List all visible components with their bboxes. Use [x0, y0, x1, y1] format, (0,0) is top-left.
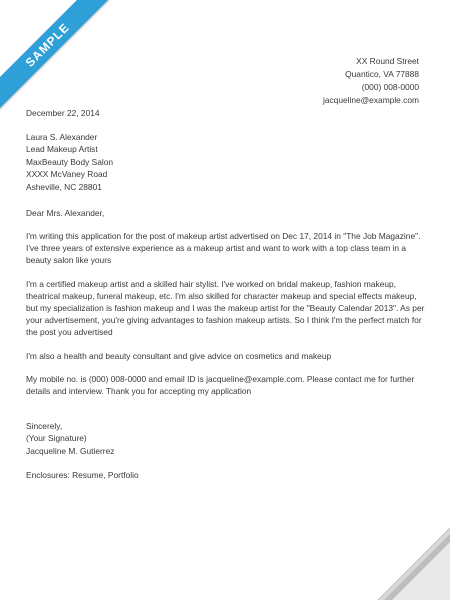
signature-placeholder: (Your Signature) [26, 433, 87, 444]
sender-address [305, 55, 445, 107]
sender-phone: (000) 008-0000 [361, 82, 419, 92]
sender-name: Jacqueline M. Gutierrez [26, 445, 115, 456]
body-paragraph-consultant: I'm also a health and beauty consultant and give advice on cosmetics and makeup [26, 350, 332, 361]
sender-street: XX Round Street [356, 56, 419, 66]
closing-block [26, 420, 114, 457]
body-paragraph-contact: My mobile no. is (000) 008-0000 and email ID is jacqueline@example.com. Please contact me for further details and interview. Thank you for accepting my application [26, 373, 415, 397]
letter-body [26, 230, 426, 408]
recipient-city: Asheville, NC 28801 [26, 181, 102, 192]
enclosures-line: Enclosures: Resume, Portfolio [26, 470, 139, 480]
recipient-company: MaxBeauty Body Salon [26, 156, 114, 167]
sender-email: jacqueline@example.com [322, 95, 419, 105]
salutation: Dear Mrs. Alexander, [26, 208, 105, 218]
page-curl-icon [370, 520, 450, 600]
closing-phrase: Sincerely, [26, 421, 63, 431]
recipient-block [26, 131, 113, 193]
body-paragraph-intro: I'm writing this application for the post of makeup artist advertised on Dec 17, 2014 in "The Job Magazine". I've three years of extensive experience as a makeup artist and want to work with a top class team in a beauty salon like yours [26, 231, 421, 266]
recipient-name: Laura S. Alexander [26, 132, 98, 142]
letter-date: December 22, 2014 [26, 108, 100, 118]
body-paragraph-experience: I'm a certified makeup artist and a skilled hair stylist. I've worked on bridal makeup, fashion makeup, theatrical makeup, funeral makeup, etc. I'm also skilled for character makeup and special effects makeup, but my specialization is fashion makeup and I was the makeup artist for the "Beauty Calendar 2013". As per your advertisement, you're giving advantages to fashion makeup artists. So I think I'm the perfect match for the post you advertised [26, 278, 425, 338]
sample-ribbon [0, 0, 150, 150]
sample-ribbon-band [0, 0, 117, 115]
recipient-street: XXXX McVaney Road [26, 169, 108, 180]
sample-ribbon-label: SAMPLE [22, 20, 73, 70]
recipient-title: Lead Makeup Artist [26, 144, 98, 155]
sender-city: Quantico, VA 77888 [345, 69, 419, 79]
